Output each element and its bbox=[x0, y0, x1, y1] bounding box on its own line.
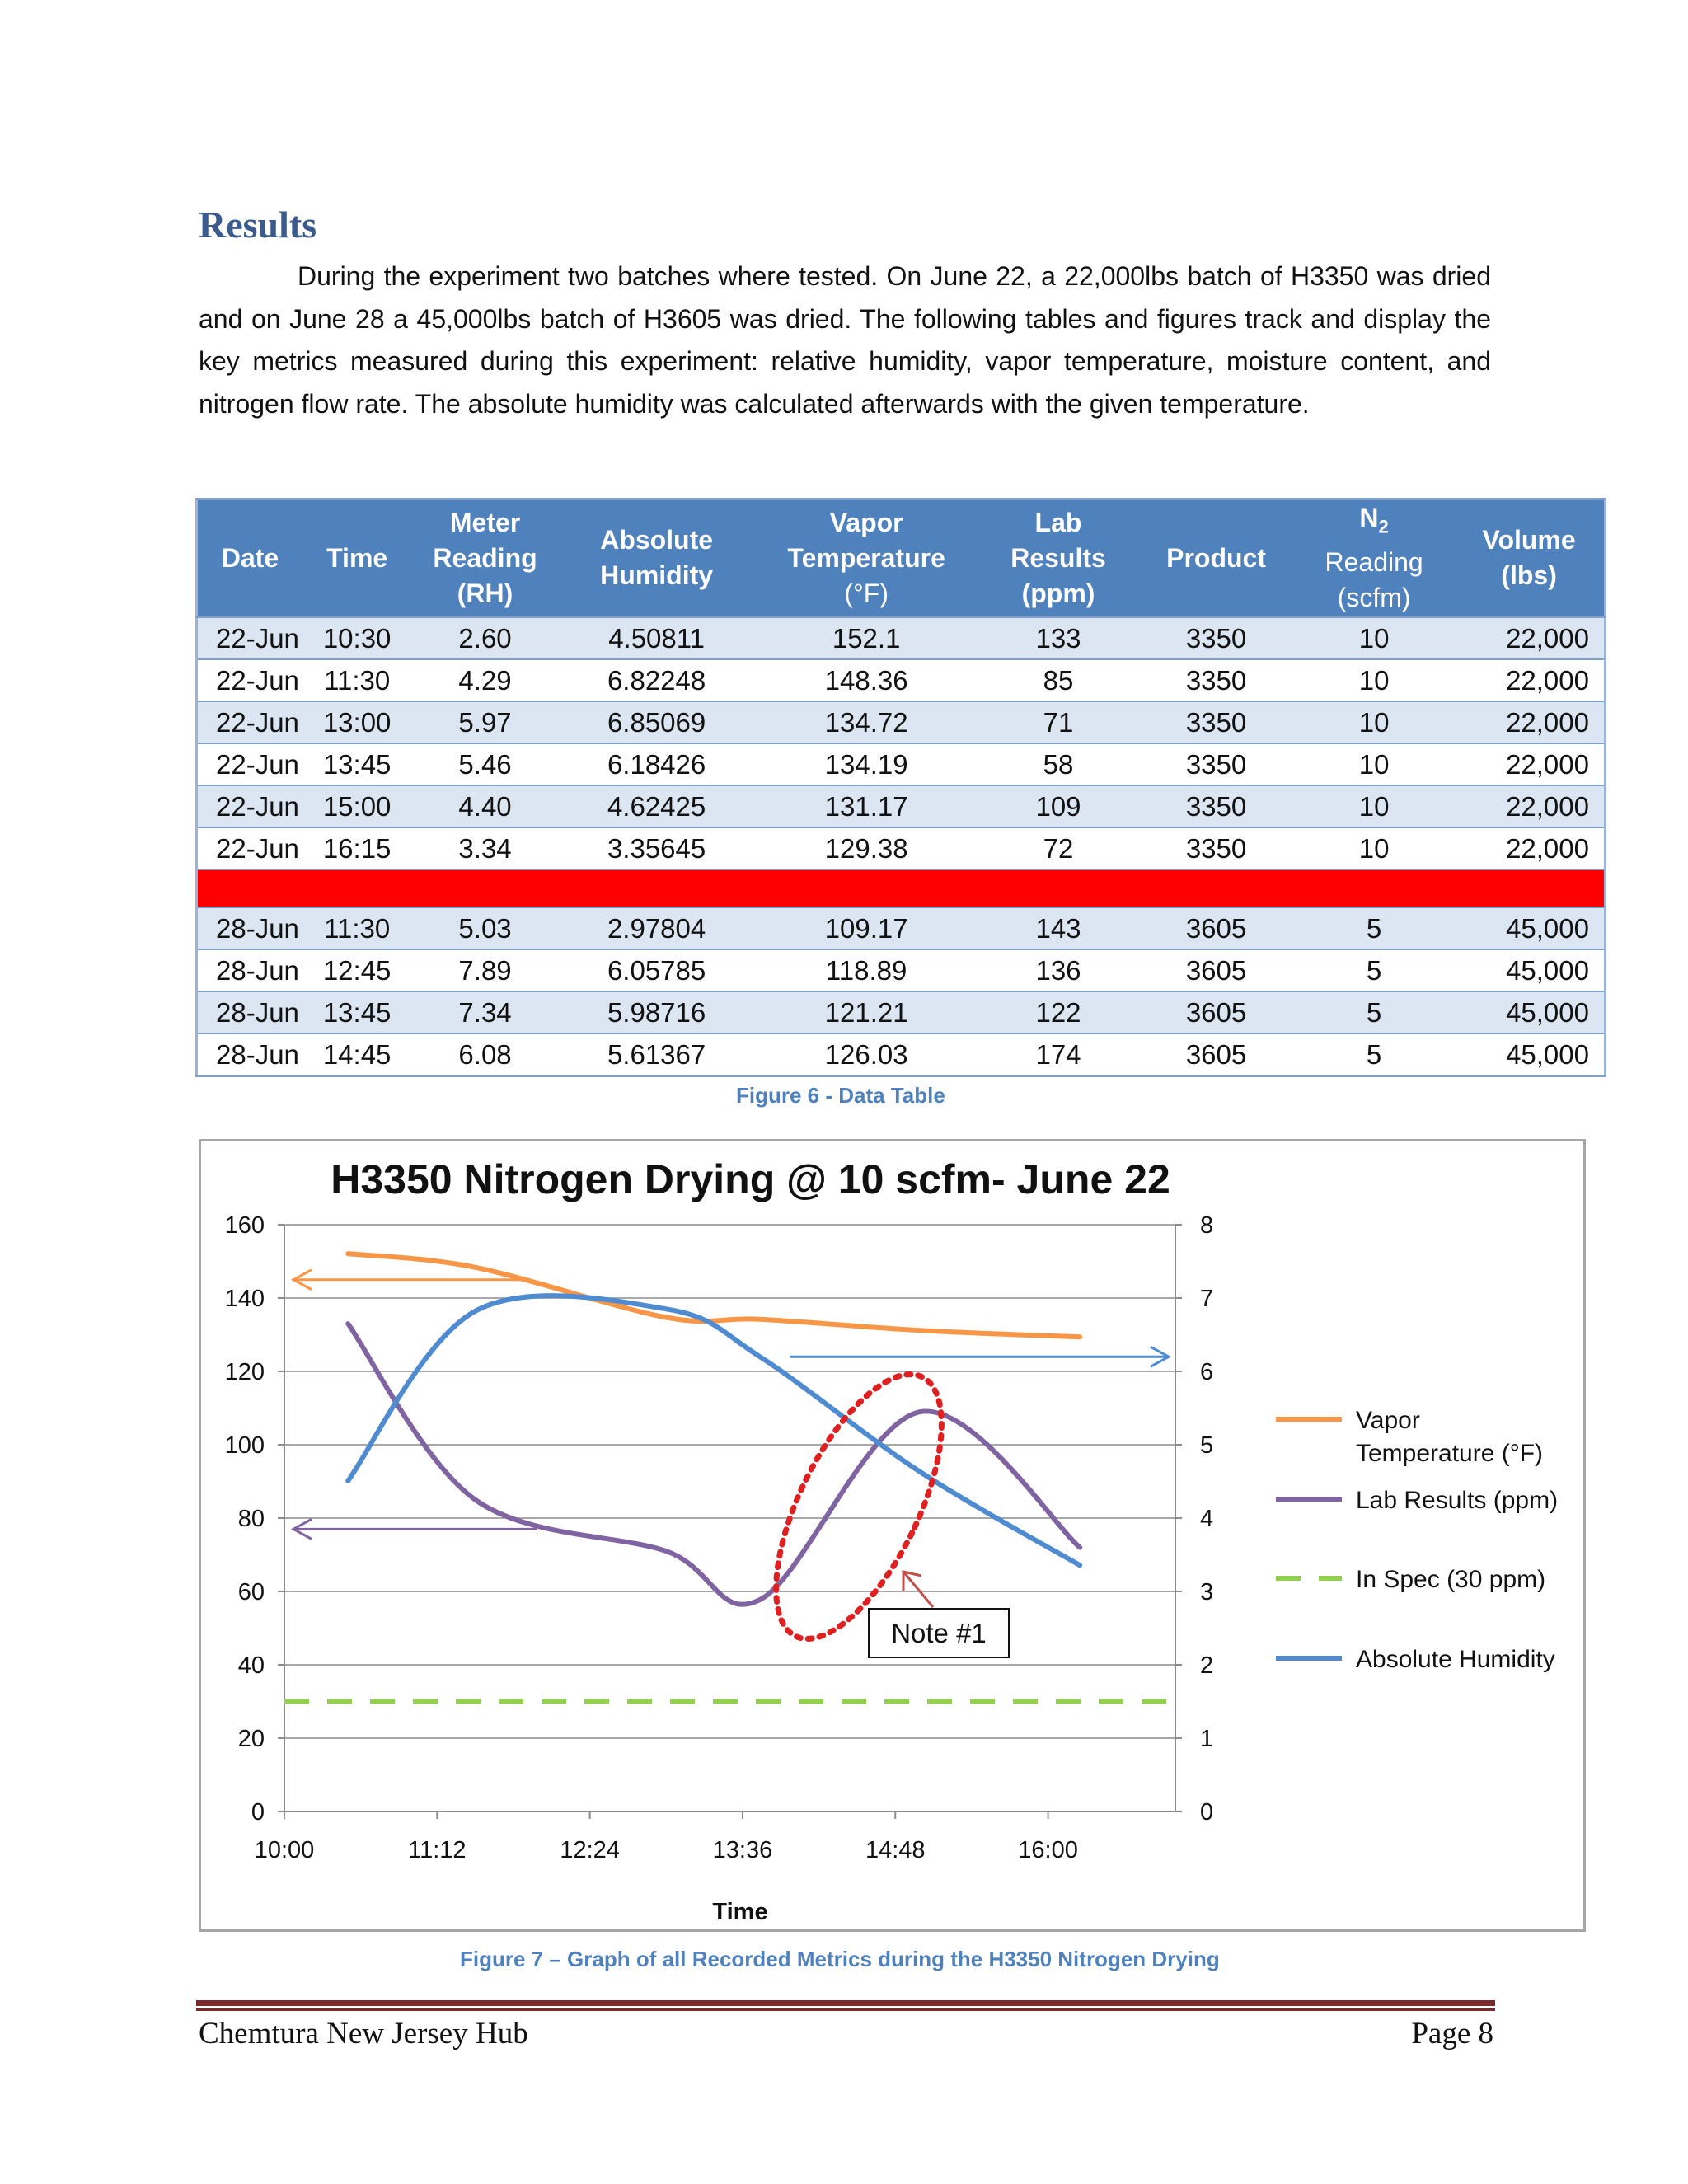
cell-meter-reading: 4.40 bbox=[411, 785, 559, 827]
x-tick-label: 16:00 bbox=[1018, 1837, 1078, 1863]
cell-absolute-humidity: 4.50811 bbox=[559, 617, 755, 660]
col-header-volume: Volume (lbs) bbox=[1454, 499, 1605, 617]
cell-time: 11:30 bbox=[302, 907, 411, 949]
footer-page-number: Page 8 bbox=[1411, 2017, 1493, 2050]
cell-vapor-temperature: 134.72 bbox=[754, 701, 978, 743]
cell-volume: 45,000 bbox=[1454, 907, 1605, 949]
cell-n2-reading: 5 bbox=[1294, 949, 1454, 991]
cell-vapor-temperature: 121.21 bbox=[754, 991, 978, 1033]
cell-absolute-humidity: 5.61367 bbox=[559, 1033, 755, 1076]
cell-meter-reading: 5.46 bbox=[411, 743, 559, 785]
cell-meter-reading: 4.29 bbox=[411, 659, 559, 701]
x-axis-label: Time bbox=[712, 1899, 768, 1925]
cell-product: 3350 bbox=[1138, 743, 1294, 785]
cell-volume: 22,000 bbox=[1454, 785, 1605, 827]
cell-meter-reading: 7.89 bbox=[411, 949, 559, 991]
col-header-n2-reading: $N_2$ Reading (scfm) bbox=[1294, 499, 1454, 617]
cell-lab-results: 133 bbox=[978, 617, 1138, 660]
cell-vapor-temperature: 126.03 bbox=[754, 1033, 978, 1076]
cell-volume: 22,000 bbox=[1454, 827, 1605, 869]
cell-absolute-humidity: 3.35645 bbox=[559, 827, 755, 869]
cell-time: 13:45 bbox=[302, 991, 411, 1033]
cell-n2-reading: 10 bbox=[1294, 617, 1454, 660]
cell-date: 22-Jun bbox=[197, 659, 303, 701]
cell-product: 3350 bbox=[1138, 617, 1294, 660]
cell-date: 28-Jun bbox=[197, 949, 303, 991]
cell-product: 3605 bbox=[1138, 991, 1294, 1033]
cell-vapor-temperature: 118.89 bbox=[754, 949, 978, 991]
cell-lab-results: 72 bbox=[978, 827, 1138, 869]
y-left-tick-label: 80 bbox=[237, 1506, 265, 1532]
chart-title: H3350 Nitrogen Drying @ 10 scfm- June 22 bbox=[331, 1156, 1170, 1202]
y-left-tick-label: 100 bbox=[224, 1432, 265, 1459]
cell-date: 28-Jun bbox=[197, 1033, 303, 1076]
cell-date: 28-Jun bbox=[197, 907, 303, 949]
x-tick-label: 10:00 bbox=[254, 1837, 315, 1863]
cell-absolute-humidity: 6.18426 bbox=[559, 743, 755, 785]
cell-product: 3350 bbox=[1138, 827, 1294, 869]
cell-lab-results: 58 bbox=[978, 743, 1138, 785]
results-paragraph-text: During the experiment two batches where tested. On June 22, a 22,000lbs batch of H3350 was dried and on June 28 a 45,000lbs batch of H3605 was dried. The following tables and figures track and display the key metrics measured during this experiment: relative humidity, vapor temperature, moisture content, and nitrogen flow rate. The absolute humidity was calculated afterwards with the given temperature. bbox=[199, 261, 1491, 419]
cell-volume: 22,000 bbox=[1454, 701, 1605, 743]
cell-meter-reading: 6.08 bbox=[411, 1033, 559, 1076]
y-right-tick-label: 6 bbox=[1200, 1359, 1214, 1385]
cell-absolute-humidity: 6.85069 bbox=[559, 701, 755, 743]
cell-n2-reading: 10 bbox=[1294, 827, 1454, 869]
cell-date: 22-Jun bbox=[197, 617, 303, 660]
col-header-time: Time bbox=[302, 499, 411, 617]
x-tick-label: 13:36 bbox=[712, 1837, 773, 1863]
cell-lab-results: 109 bbox=[978, 785, 1138, 827]
y-left-tick-label: 60 bbox=[237, 1579, 265, 1605]
col-header-product: Product bbox=[1138, 499, 1294, 617]
figure-6-caption: Figure 6 - Data Table bbox=[736, 1083, 945, 1108]
cell-date: 28-Jun bbox=[197, 991, 303, 1033]
cell-n2-reading: 10 bbox=[1294, 659, 1454, 701]
x-tick-label: 11:12 bbox=[408, 1837, 467, 1863]
col-header-vapor-temperature: Vapor Temperature (°F) bbox=[754, 499, 978, 617]
legend-label-1: Lab Results (ppm) bbox=[1356, 1487, 1559, 1514]
y-right-tick-label: 2 bbox=[1200, 1652, 1214, 1679]
cell-lab-results: 143 bbox=[978, 907, 1138, 949]
cell-n2-reading: 5 bbox=[1294, 907, 1454, 949]
col-header-meter-reading: Meter Reading (RH) bbox=[411, 499, 559, 617]
cell-time: 13:00 bbox=[302, 701, 411, 743]
cell-meter-reading: 5.97 bbox=[411, 701, 559, 743]
y-right-tick-label: 5 bbox=[1200, 1432, 1214, 1459]
cell-n2-reading: 10 bbox=[1294, 785, 1454, 827]
cell-meter-reading: 3.34 bbox=[411, 827, 559, 869]
cell-meter-reading: 7.34 bbox=[411, 991, 559, 1033]
cell-product: 3350 bbox=[1138, 701, 1294, 743]
cell-product: 3350 bbox=[1138, 659, 1294, 701]
cell-volume: 45,000 bbox=[1454, 991, 1605, 1033]
cell-lab-results: 136 bbox=[978, 949, 1138, 991]
legend-label-3: Absolute Humidity bbox=[1356, 1646, 1555, 1673]
cell-product: 3605 bbox=[1138, 949, 1294, 991]
cell-meter-reading: 2.60 bbox=[411, 617, 559, 660]
cell-product: 3605 bbox=[1138, 1033, 1294, 1076]
legend-label-0: Vapor Temperature (°F) bbox=[1356, 1407, 1544, 1467]
footer-rule-thick bbox=[196, 2000, 1495, 2006]
cell-time: 12:45 bbox=[302, 949, 411, 991]
cell-vapor-temperature: 131.17 bbox=[754, 785, 978, 827]
x-tick-label: 14:48 bbox=[865, 1837, 926, 1863]
cell-date: 22-Jun bbox=[197, 701, 303, 743]
cell-volume: 22,000 bbox=[1454, 659, 1605, 701]
cell-vapor-temperature: 134.19 bbox=[754, 743, 978, 785]
y-left-tick-label: 40 bbox=[237, 1652, 265, 1679]
col-header-date: Date bbox=[197, 499, 303, 617]
cell-n2-reading: 10 bbox=[1294, 743, 1454, 785]
footer-company: Chemtura New Jersey Hub bbox=[199, 2017, 528, 2050]
y-right-tick-label: 4 bbox=[1200, 1506, 1214, 1532]
cell-time: 15:00 bbox=[302, 785, 411, 827]
cell-absolute-humidity: 6.05785 bbox=[559, 949, 755, 991]
cell-time: 13:45 bbox=[302, 743, 411, 785]
cell-date: 22-Jun bbox=[197, 827, 303, 869]
annotation-pointer bbox=[903, 1572, 933, 1607]
cell-vapor-temperature: 148.36 bbox=[754, 659, 978, 701]
y-left-tick-label: 0 bbox=[251, 1799, 265, 1825]
cell-n2-reading: 5 bbox=[1294, 1033, 1454, 1076]
cell-date: 22-Jun bbox=[197, 743, 303, 785]
cell-volume: 45,000 bbox=[1454, 1033, 1605, 1076]
cell-product: 3605 bbox=[1138, 907, 1294, 949]
cell-absolute-humidity: 2.97804 bbox=[559, 907, 755, 949]
series-line-1 bbox=[348, 1324, 1080, 1605]
cell-date: 22-Jun bbox=[197, 785, 303, 827]
cell-vapor-temperature: 109.17 bbox=[754, 907, 978, 949]
y-left-tick-label: 160 bbox=[224, 1212, 265, 1239]
y-right-tick-label: 3 bbox=[1200, 1579, 1214, 1605]
cell-volume: 45,000 bbox=[1454, 949, 1605, 991]
y-left-tick-label: 140 bbox=[224, 1286, 265, 1312]
cell-product: 3350 bbox=[1138, 785, 1294, 827]
footer-rule-thin bbox=[196, 2008, 1495, 2011]
cell-meter-reading: 5.03 bbox=[411, 907, 559, 949]
cell-n2-reading: 5 bbox=[1294, 991, 1454, 1033]
section-heading: Results bbox=[199, 204, 317, 246]
x-tick-label: 12:24 bbox=[560, 1837, 620, 1863]
y-right-tick-label: 8 bbox=[1200, 1212, 1214, 1239]
y-right-tick-label: 7 bbox=[1200, 1286, 1214, 1312]
cell-absolute-humidity: 4.62425 bbox=[559, 785, 755, 827]
figure-7-caption: Figure 7 – Graph of all Recorded Metrics during the H3350 Nitrogen Drying bbox=[460, 1947, 1220, 1971]
cell-lab-results: 174 bbox=[978, 1033, 1138, 1076]
cell-time: 10:30 bbox=[302, 617, 411, 660]
y-right-tick-label: 1 bbox=[1200, 1726, 1214, 1752]
note-label: Note #1 bbox=[891, 1618, 987, 1648]
y-right-tick-label: 0 bbox=[1200, 1799, 1214, 1825]
cell-time: 14:45 bbox=[302, 1033, 411, 1076]
legend-label-2: In Spec (30 ppm) bbox=[1356, 1566, 1546, 1593]
col-header-lab-results: Lab Results (ppm) bbox=[978, 499, 1138, 617]
cell-vapor-temperature: 129.38 bbox=[754, 827, 978, 869]
cell-lab-results: 71 bbox=[978, 701, 1138, 743]
cell-lab-results: 122 bbox=[978, 991, 1138, 1033]
cell-time: 16:15 bbox=[302, 827, 411, 869]
cell-volume: 22,000 bbox=[1454, 743, 1605, 785]
col-header-absolute-humidity: Absolute Humidity bbox=[559, 499, 755, 617]
cell-volume: 22,000 bbox=[1454, 617, 1605, 660]
cell-n2-reading: 10 bbox=[1294, 701, 1454, 743]
cell-vapor-temperature: 152.1 bbox=[754, 617, 978, 660]
cell-lab-results: 85 bbox=[978, 659, 1138, 701]
cell-time: 11:30 bbox=[302, 659, 411, 701]
cell-absolute-humidity: 5.98716 bbox=[559, 991, 755, 1033]
y-left-tick-label: 120 bbox=[224, 1359, 265, 1385]
y-left-tick-label: 20 bbox=[237, 1726, 265, 1752]
cell-absolute-humidity: 6.82248 bbox=[559, 659, 755, 701]
